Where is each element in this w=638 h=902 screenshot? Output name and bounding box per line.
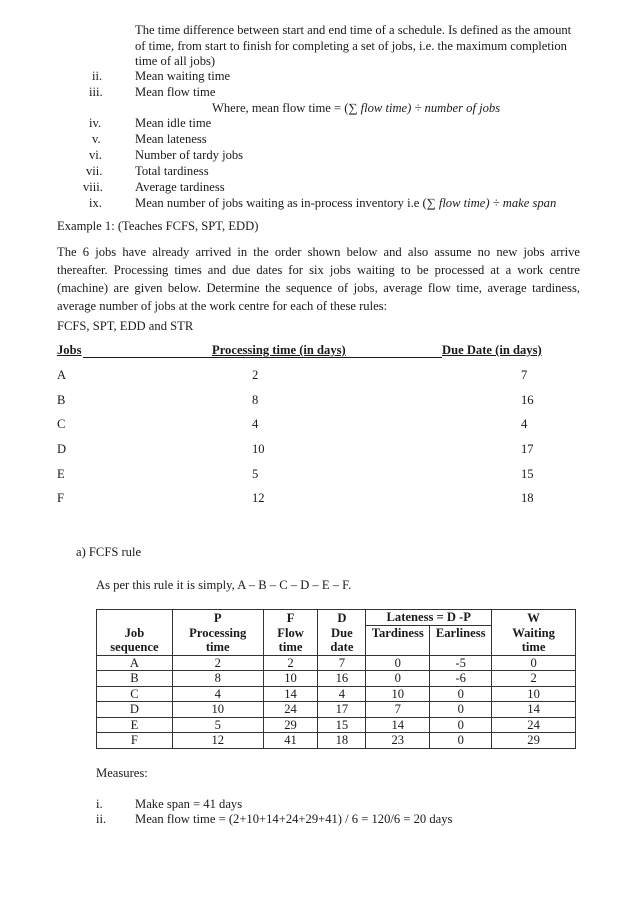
table-row xyxy=(97,671,576,687)
processing-cell: 2 xyxy=(252,368,259,382)
job-cell: D xyxy=(57,442,67,456)
table-row xyxy=(97,702,576,718)
definition-line-2: of time, from start to finish for completing a set of jobs, i.e. the maximum completion xyxy=(135,39,567,53)
table-cell: 4 xyxy=(318,686,366,702)
measure-num: viii. xyxy=(83,180,103,194)
header-time: time xyxy=(263,640,318,655)
table-row xyxy=(97,655,576,671)
table-cell: B xyxy=(97,671,173,687)
due-cell: 17 xyxy=(521,442,534,456)
processing-header: Processing time (in days) xyxy=(212,343,346,357)
job-cell: A xyxy=(57,368,67,382)
definition-line-3: time of all jobs) xyxy=(135,54,216,68)
header-w: W xyxy=(492,610,576,626)
table-cell: 0 xyxy=(430,702,492,718)
where-formula-math: ∑ flow time) ÷ number of jobs xyxy=(348,101,501,115)
header-time: time xyxy=(492,640,576,655)
example-title: Example 1: (Teaches FCFS, SPT, EDD) xyxy=(57,219,259,233)
due-date-header: Due Date (in days) xyxy=(442,343,542,357)
table-cell: 10 xyxy=(172,702,263,718)
table-cell: C xyxy=(97,686,173,702)
due-cell: 16 xyxy=(521,393,534,407)
table-cell: 29 xyxy=(492,733,576,749)
result-text: Mean flow time = (2+10+14+24+29+41) / 6 = 120/6 = 20 days xyxy=(135,812,453,826)
table-cell: 10 xyxy=(492,686,576,702)
header-lateness: Lateness = D -P xyxy=(366,610,492,626)
measure-text: Total tardiness xyxy=(135,164,209,178)
measure-text-ix xyxy=(135,196,556,211)
header-sequence: sequence xyxy=(97,640,173,655)
table-cell: 23 xyxy=(366,733,430,749)
jobs-header: Jobs xyxy=(57,343,82,357)
table-cell: 10 xyxy=(366,686,430,702)
job-cell: E xyxy=(57,467,65,481)
table-row xyxy=(97,717,576,733)
result-num: i. xyxy=(96,797,103,811)
table-cell: 5 xyxy=(172,717,263,733)
table-cell: D xyxy=(97,702,173,718)
table-cell: A xyxy=(97,655,173,671)
table-cell: -6 xyxy=(430,671,492,687)
measure-text: Average tardiness xyxy=(135,180,225,194)
header-processing: Processing xyxy=(172,625,263,640)
processing-cell: 12 xyxy=(252,491,265,505)
result-text: Make span = 41 days xyxy=(135,797,243,811)
table-cell: 2 xyxy=(172,655,263,671)
table-cell: 17 xyxy=(318,702,366,718)
header-time: time xyxy=(172,640,263,655)
measures-label: Measures: xyxy=(96,766,148,780)
measure-num: v. xyxy=(92,132,101,146)
table-cell: 18 xyxy=(318,733,366,749)
table-cell: 24 xyxy=(492,717,576,733)
table-cell: -5 xyxy=(430,655,492,671)
header-earliness: Earliness xyxy=(430,625,492,640)
table-cell: 15 xyxy=(318,717,366,733)
header-blank xyxy=(97,610,173,626)
table-cell: 0 xyxy=(366,671,430,687)
table-cell: 14 xyxy=(263,686,318,702)
table-cell: 0 xyxy=(492,655,576,671)
table-cell: 24 xyxy=(263,702,318,718)
due-cell: 18 xyxy=(521,491,534,505)
table-cell: 2 xyxy=(263,655,318,671)
due-cell: 7 xyxy=(521,368,528,382)
measure-text: Mean idle time xyxy=(135,116,212,130)
measure-num: vi. xyxy=(89,148,102,162)
measure-num: vii. xyxy=(86,164,103,178)
measure-num: iii. xyxy=(89,85,103,99)
header-blank xyxy=(366,640,430,655)
table-cell: 0 xyxy=(430,733,492,749)
ix-formula-math: ∑ flow time) ÷ make span xyxy=(426,196,557,210)
table-cell: 4 xyxy=(172,686,263,702)
table-cell: 29 xyxy=(263,717,318,733)
header-tardiness: Tardiness xyxy=(366,625,430,640)
processing-cell: 8 xyxy=(252,393,259,407)
measure-num: ii. xyxy=(92,69,103,83)
fcfs-heading: a) FCFS rule xyxy=(76,545,142,559)
job-cell: C xyxy=(57,417,66,431)
header-flow: Flow xyxy=(263,625,318,640)
table-cell: F xyxy=(97,733,173,749)
where-formula xyxy=(212,101,500,116)
table-cell: 10 xyxy=(263,671,318,687)
definition-line-1: The time difference between start and end time of a schedule. Is defined as the amount xyxy=(135,23,572,37)
header-d: D xyxy=(318,610,366,626)
job-cell: B xyxy=(57,393,66,407)
where-prefix: Where, mean flow time = ( xyxy=(212,101,349,115)
table-row xyxy=(97,733,576,749)
table-row xyxy=(97,686,576,702)
processing-cell: 10 xyxy=(252,442,265,456)
table-cell: 0 xyxy=(430,717,492,733)
fcfs-results-table xyxy=(96,609,576,749)
table-cell: 7 xyxy=(318,655,366,671)
table-cell: 41 xyxy=(263,733,318,749)
table-cell: 2 xyxy=(492,671,576,687)
header-blank xyxy=(430,640,492,655)
measure-num: iv. xyxy=(89,116,102,130)
header-waiting: Waiting xyxy=(492,625,576,640)
header-p: P xyxy=(172,610,263,626)
table-cell: 12 xyxy=(172,733,263,749)
table-cell: 14 xyxy=(366,717,430,733)
measure-ix-text: Mean number of jobs waiting as in-process inventory i.e ( xyxy=(135,196,427,210)
table-cell: 7 xyxy=(366,702,430,718)
processing-cell: 4 xyxy=(252,417,259,431)
job-cell: F xyxy=(57,491,65,505)
table-cell: 8 xyxy=(172,671,263,687)
header-date: date xyxy=(318,640,366,655)
fcfs-sequence-text: As per this rule it is simply, A – B – C – D – E – F. xyxy=(96,578,352,592)
example-description: The 6 jobs have already arrived in the order shown below and also assume no new jobs arrive thereafter. Processing times and due dates for six jobs waiting to be processed at a work centre (machine) are given below. Determine the sequence of jobs, average flow time, average tardiness, average number of jobs at the work centre for each of these rules: xyxy=(57,245,580,313)
table-cell: 0 xyxy=(366,655,430,671)
measure-text: Mean lateness xyxy=(135,132,207,146)
table-cell: 16 xyxy=(318,671,366,687)
header-underline xyxy=(350,357,442,358)
header-job: Job xyxy=(97,625,173,640)
table-cell: 0 xyxy=(430,686,492,702)
due-cell: 4 xyxy=(521,417,528,431)
table-cell: E xyxy=(97,717,173,733)
header-due: Due xyxy=(318,625,366,640)
result-num: ii. xyxy=(96,812,107,826)
due-cell: 15 xyxy=(521,467,534,481)
measure-text: Number of tardy jobs xyxy=(135,148,244,162)
measure-num: ix. xyxy=(89,196,102,210)
processing-cell: 5 xyxy=(252,467,259,481)
table-cell: 14 xyxy=(492,702,576,718)
rules-list: FCFS, SPT, EDD and STR xyxy=(57,319,194,333)
measure-text: Mean flow time xyxy=(135,85,216,99)
measure-text: Mean waiting time xyxy=(135,69,231,83)
header-f: F xyxy=(263,610,318,626)
